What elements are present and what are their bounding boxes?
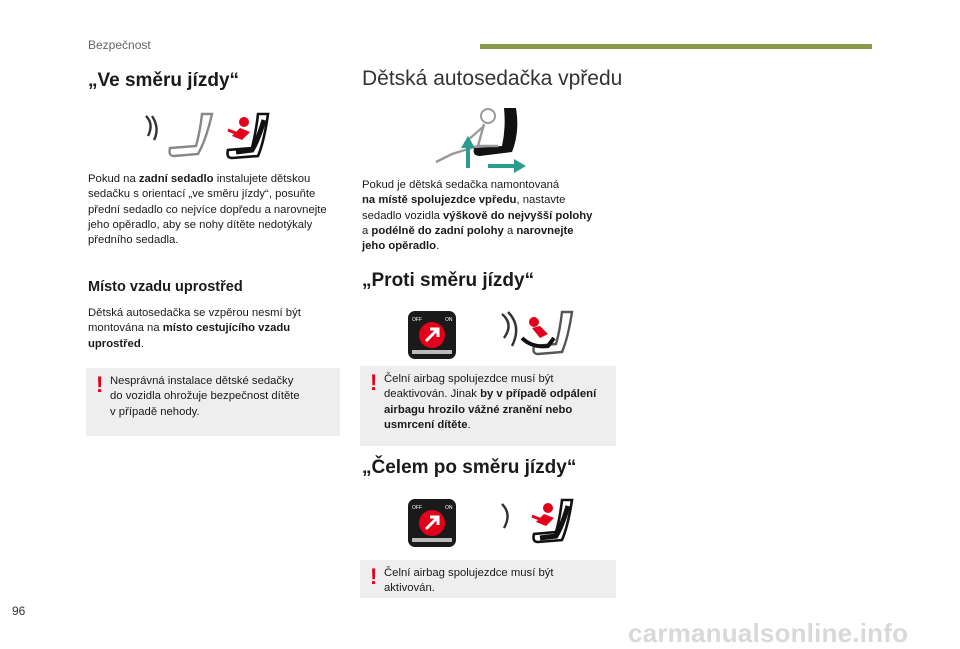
airbag-off-label: OFF [412,505,422,511]
forward-facing-passenger-seat-illustration [498,496,578,548]
warning-icon: ! [370,564,378,589]
front-seat-adjustment-illustration [428,102,528,176]
airbag-off-indicator-icon [408,311,456,359]
rear-facing-seat-illustration [498,308,578,360]
heading-rear-facing: „Proti směru jízdy“ [362,270,535,291]
airbag-on-symbol-icon [408,499,456,547]
header-rule [480,44,872,49]
heading-rear-middle-seat: Místo vzadu uprostřed [88,279,243,295]
heading-forward-facing: „Ve směru jízdy“ [88,70,240,91]
warning-icon: ! [96,372,104,397]
warning-text-rear-facing: Čelní airbag spolujezdce musí být deaktivován. Jinak by v případě odpálení airbagu hrozilo vážné zranění nebo usmrcení dítěte. [384,373,597,431]
warning-box-rear-facing [360,366,616,446]
warning-text-front-facing: Čelní airbag spolujezdce musí být aktivován. [384,567,554,595]
warning-icon: ! [370,370,378,395]
paragraph-rear-middle-seat: Dětská autosedačka se vzpěrou nesmí být montována na místo cestujícího vzadu uprostřed. [88,307,301,350]
warning-box-front-facing [360,560,616,598]
page-number: 96 [12,604,26,618]
section-label: Bezpečnost [88,38,151,52]
airbag-on-label: ON [445,317,453,323]
warning-text-installation: Nesprávná instalace dětské sedačky do vozidla ohrožuje bezpečnost dítěte v případě nehody. [110,375,300,418]
airbag-off-symbol-icon [408,311,456,359]
paragraph-front-seat: Pokud je dětská sedačka namontovaná na místě spolujezdce vpředu, nastavte sedadlo vozidla výškově do nejvyšší polohy a podélně do zadní polohy a narovnejte jeho opěradlo. [362,179,593,253]
airbag-off-label: OFF [412,317,422,323]
paragraph-forward-facing: Pokud na zadní sedadlo instalujete dětskou sedačku s orientací „ve směru jízdy“, posuňte přední sedadlo co nejvíce dopředu a narovnejte jeho opěradlo, aby se nohy dítěte nedotýkaly předního sedadla. [88,173,327,247]
airbag-on-label: ON [445,505,453,511]
forward-facing-seat-illustration [140,110,280,166]
heading-front-facing-passenger: „Čelem po směru jízdy“ [362,457,577,478]
watermark: carmanualsonline.info [628,618,909,648]
heading-front-seat: Dětská autosedačka vpředu [362,67,623,90]
warning-box-installation [86,368,340,436]
airbag-on-indicator-icon [408,499,456,547]
